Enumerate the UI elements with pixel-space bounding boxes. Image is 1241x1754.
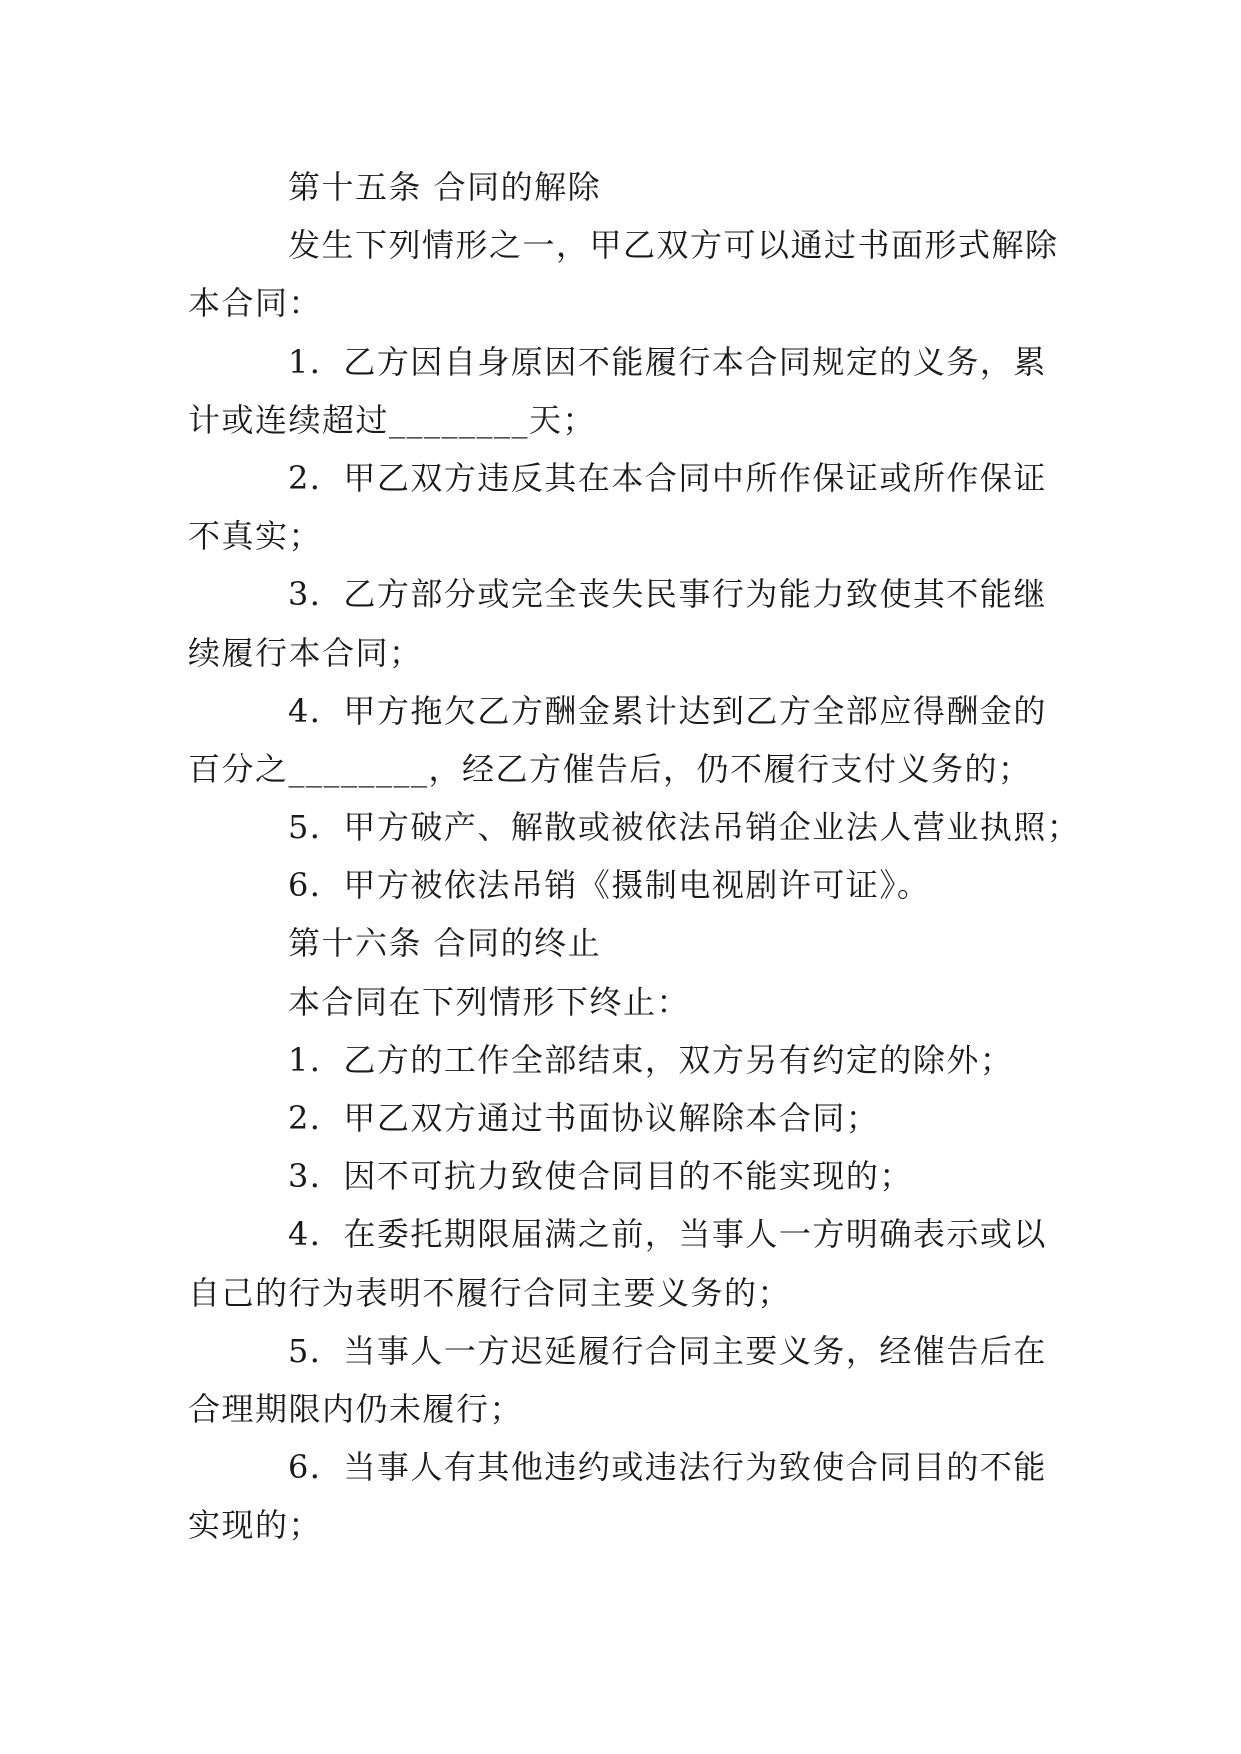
rescission-item-3-cont: 续履行本合同； xyxy=(188,633,423,672)
termination-item-3: 3．因不可抗力致使合同目的不能实现的； xyxy=(288,1157,913,1196)
termination-item-6-cont: 实现的； xyxy=(188,1506,323,1545)
rescission-item-1-cont: 计或连续超过________天； xyxy=(188,400,597,439)
rescission-item-4: 4．甲方拖欠乙方酬金累计达到乙方全部应得酬金的 xyxy=(288,691,1047,730)
article-16-intro: 本合同在下列情形下终止： xyxy=(288,982,691,1021)
article-15-intro-cont: 本合同： xyxy=(188,284,323,323)
termination-item-5-cont: 合理期限内仍未履行； xyxy=(188,1389,524,1428)
termination-item-4-cont: 自己的行为表明不履行合同主要义务的； xyxy=(188,1273,792,1312)
article-15-intro: 发生下列情形之一，甲乙双方可以通过书面形式解除 xyxy=(288,226,1059,265)
rescission-item-1: 1．乙方因自身原因不能履行本合同规定的义务，累 xyxy=(288,342,1047,381)
article-16-heading: 第十六条 合同的终止 xyxy=(288,924,602,963)
termination-item-4: 4．在委托期限届满之前，当事人一方明确表示或以 xyxy=(288,1215,1047,1254)
article-15-heading: 第十五条 合同的解除 xyxy=(288,168,602,206)
rescission-item-6: 6．甲方被依法吊销《摄制电视剧许可证》。 xyxy=(288,866,931,905)
termination-item-1: 1．乙方的工作全部结束，双方另有约定的除外； xyxy=(288,1040,1014,1079)
rescission-item-4-cont: 百分之________，经乙方催告后，仍不履行支付义务的； xyxy=(188,749,1032,788)
termination-item-5: 5．当事人一方迟延履行合同主要义务，经催告后在 xyxy=(288,1331,1047,1370)
rescission-item-3: 3．乙方部分或完全丧失民事行为能力致使其不能继 xyxy=(288,575,1047,614)
rescission-item-2: 2．甲乙双方违反其在本合同中所作保证或所作保证 xyxy=(288,458,1047,497)
rescission-item-2-cont: 不真实； xyxy=(188,517,323,556)
termination-item-2: 2．甲乙双方通过书面协议解除本合同； xyxy=(288,1099,880,1137)
rescission-item-5: 5．甲方破产、解散或被依法吊销企业法人营业执照； xyxy=(288,808,1081,847)
document-body xyxy=(188,158,1081,1555)
termination-item-6: 6．当事人有其他违约或违法行为致使合同目的不能 xyxy=(288,1448,1047,1487)
